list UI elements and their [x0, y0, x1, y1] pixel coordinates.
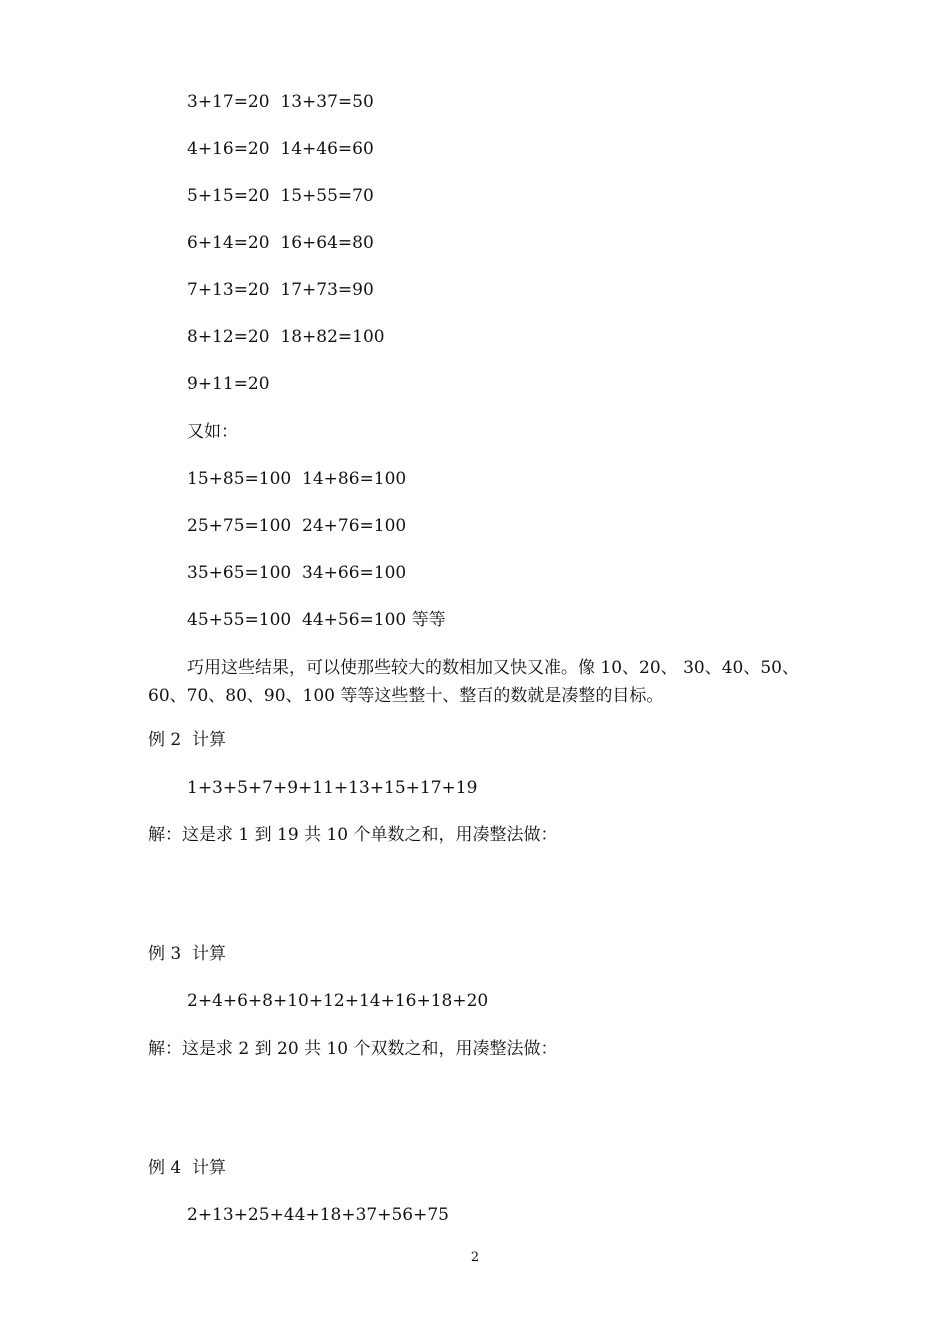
equation-line: 5+15=20 15+55=70 [187, 186, 374, 206]
equation-line: 45+55=100 44+56=100 等等 [187, 610, 446, 630]
equation-line: 3+17=20 13+37=50 [187, 92, 374, 112]
example-4-expression: 2+13+25+44+18+37+56+75 [187, 1205, 449, 1225]
example-3-expression: 2+4+6+8+10+12+14+16+18+20 [187, 991, 489, 1011]
body-paragraph [148, 654, 858, 710]
page-number: 2 [470, 1250, 480, 1265]
paragraph-line: 60、70、80、90、100 等等这些整十、整百的数就是凑整的目标。 [148, 686, 664, 706]
example-3-title: 例 3 计算 [148, 944, 227, 964]
example-4-title: 例 4 计算 [148, 1158, 227, 1178]
equation-line: 25+75=100 24+76=100 [187, 516, 407, 536]
paragraph-line: 巧用这些结果，可以使那些较大的数相加又快又准。像 10、20、 30、40、50、 [187, 658, 799, 678]
example-2-title: 例 2 计算 [148, 730, 227, 750]
example-2-solution: 解：这是求 1 到 19 共 10 个单数之和，用凑整法做： [148, 825, 558, 845]
example-3-solution: 解：这是求 2 到 20 共 10 个双数之和，用凑整法做： [148, 1039, 558, 1059]
equation-line: 35+65=100 34+66=100 [187, 563, 407, 583]
equation-line: 15+85=100 14+86=100 [187, 469, 407, 489]
equation-line: 8+12=20 18+82=100 [187, 327, 385, 347]
equation-line: 9+11=20 [187, 374, 270, 394]
section-label: 又如： [187, 422, 238, 442]
equation-line: 7+13=20 17+73=90 [187, 280, 374, 300]
equation-line: 6+14=20 16+64=80 [187, 233, 374, 253]
equation-line: 4+16=20 14+46=60 [187, 139, 374, 159]
example-2-expression: 1+3+5+7+9+11+13+15+17+19 [187, 778, 478, 798]
